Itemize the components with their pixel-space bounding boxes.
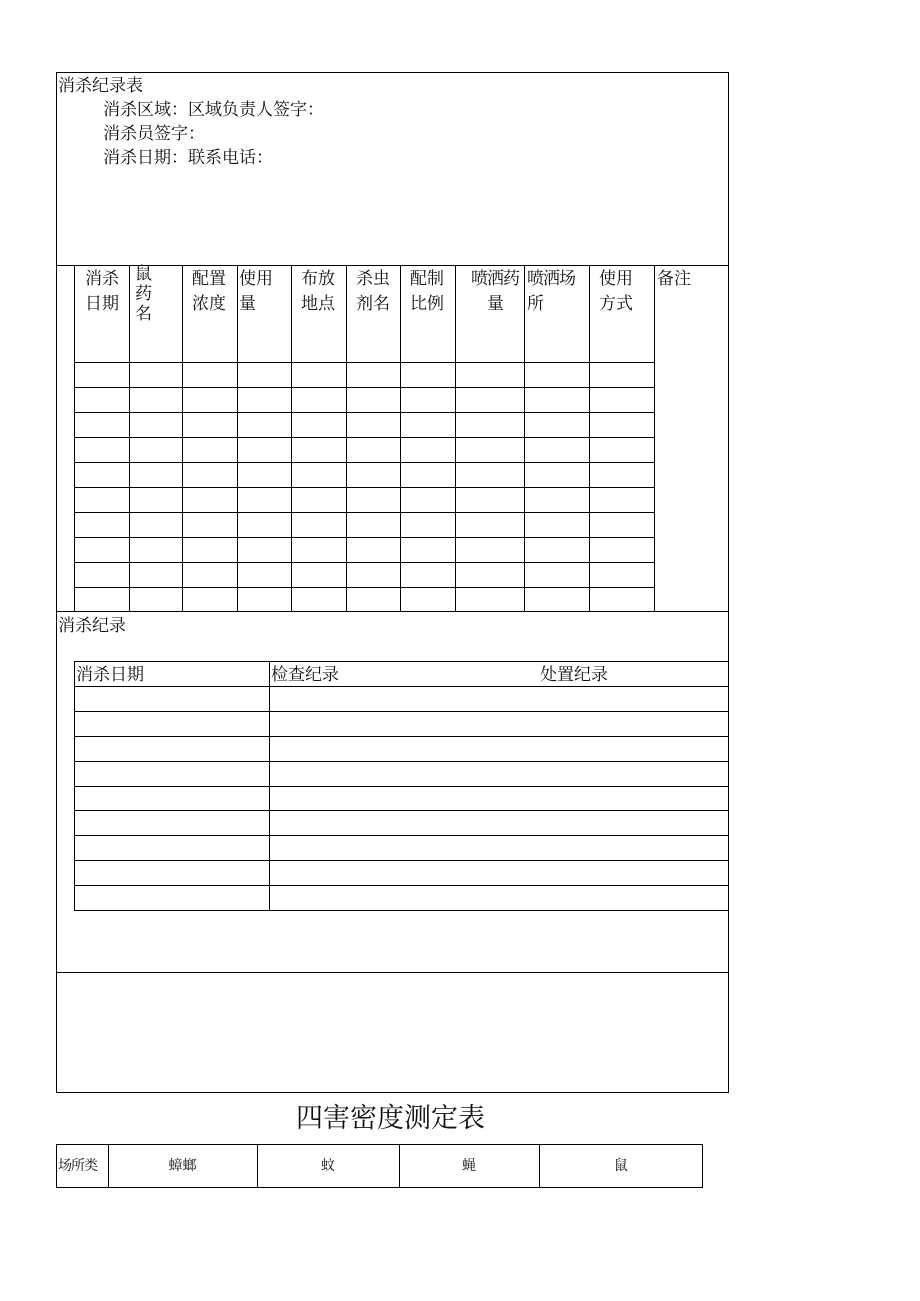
col-header-cockroach: 蟑螂 [168, 1158, 197, 1174]
col-header-date: 消杀日期 [76, 665, 144, 685]
grid-line [346, 265, 347, 611]
col-header-spray-amount: 喷洒药量 [471, 269, 519, 314]
grid-line [129, 265, 130, 611]
col-header-fly: 蝇 [462, 1158, 476, 1174]
form-title: 消杀纪录表 [58, 76, 143, 96]
table-row-line [74, 487, 654, 488]
col-header-remarks: 备注 [657, 269, 691, 289]
section-title-record: 消杀纪录 [58, 616, 126, 636]
area-supervisor-line: 消杀区域：区域负责人签字： [103, 100, 324, 120]
col-header-ratio: 配制比例 [410, 269, 444, 314]
grid-line [524, 265, 525, 611]
col-header-place-type: 场所类 [58, 1158, 97, 1174]
table-row-line [74, 810, 729, 811]
table-row-line [74, 885, 729, 886]
grid-line [269, 661, 270, 910]
table-row-line [74, 462, 654, 463]
table-row-line [74, 387, 654, 388]
table-row-line [74, 736, 729, 737]
col-header-date: 消杀日期 [85, 269, 119, 314]
table-row-line [74, 537, 654, 538]
table-row-line [74, 910, 729, 911]
table-row-line [74, 761, 729, 762]
grid-line [74, 661, 75, 910]
section-divider [56, 611, 729, 612]
col-header-spray-place: 喷洒场所 [527, 269, 575, 314]
grid-line [74, 265, 75, 611]
density-table-title: 四害密度测定表 [296, 1103, 485, 1134]
col-header-rodenticide: 鼠药名 [135, 264, 152, 324]
grid-line [455, 265, 456, 611]
col-header-location: 布放地点 [301, 269, 335, 314]
grid-line [654, 265, 655, 611]
col-header-handling: 处置纪录 [540, 665, 608, 685]
col-header-insecticide: 杀虫剂名 [356, 269, 390, 314]
grid-line [589, 265, 590, 611]
col-header-method: 使用方式 [599, 269, 633, 314]
table-row-line [74, 860, 729, 861]
grid-line [400, 265, 401, 611]
table-row-line [74, 512, 654, 513]
disinfection-record-form [56, 72, 729, 1093]
table-row-line [74, 686, 729, 687]
table-row-line [74, 711, 729, 712]
col-header-concentration: 配置浓度 [192, 269, 226, 314]
grid-line [182, 265, 183, 611]
col-header-inspection: 检查纪录 [271, 665, 339, 685]
table-row-line [74, 786, 729, 787]
col-header-rat: 鼠 [614, 1158, 628, 1174]
grid-line [291, 265, 292, 611]
staff-signature-line: 消杀员签字： [103, 124, 205, 144]
grid-line [237, 265, 238, 611]
table-row-line [74, 661, 729, 662]
date-phone-line: 消杀日期：联系电话： [103, 148, 273, 168]
section-divider [56, 265, 729, 266]
section-divider [56, 972, 729, 973]
table-row-line [74, 362, 654, 363]
table-row-line [74, 412, 654, 413]
table-row-line [74, 562, 654, 563]
col-header-mosquito: 蚊 [321, 1158, 335, 1174]
table-row-line [74, 835, 729, 836]
col-header-amount: 使用量 [239, 269, 273, 314]
table-row-line [74, 587, 654, 588]
table-row-line [74, 437, 654, 438]
